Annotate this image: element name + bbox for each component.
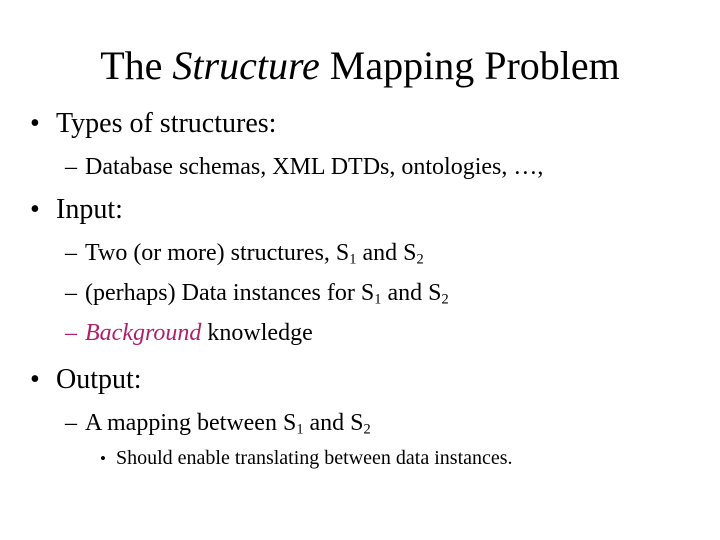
bullet-types-of-structures: • Types of structures: [30,108,277,139]
bullet-output: • Output: [30,364,142,395]
subitem-structure-kinds: – Database schemas, XML DTDs, ontologies, …, [65,154,544,180]
dash-marker: – [65,410,77,436]
slide-title [0,38,720,94]
dash-marker: – [65,320,77,346]
bullet-marker: • [30,194,40,225]
bullet-marker: • [30,364,40,395]
bullet-marker: • [100,449,106,468]
dash-marker: – [65,154,77,180]
subitem-mapping: – A mapping between $S_1$ and $S_2$ [65,410,371,438]
subitem-two-structures: – Two (or more) structures, $S_1$ and $S_2$ [65,240,424,268]
subitem-data-instances: – (perhaps) Data instances for $S_1$ and $S_2$ [65,280,449,308]
subitem-background-knowledge: – Background knowledge [65,320,313,346]
background-highlight: Background [85,320,202,346]
bullet-input: • Input: [30,194,123,225]
bullet-marker: • [30,108,40,139]
detail-translating: • Should enable translating between data instances. [100,445,513,472]
title-suffix: Mapping Problem [319,43,620,88]
dash-marker: – [65,240,77,266]
title-prefix: The [100,43,173,88]
dash-marker: – [65,280,77,306]
title-emphasis: Structure [172,43,320,88]
